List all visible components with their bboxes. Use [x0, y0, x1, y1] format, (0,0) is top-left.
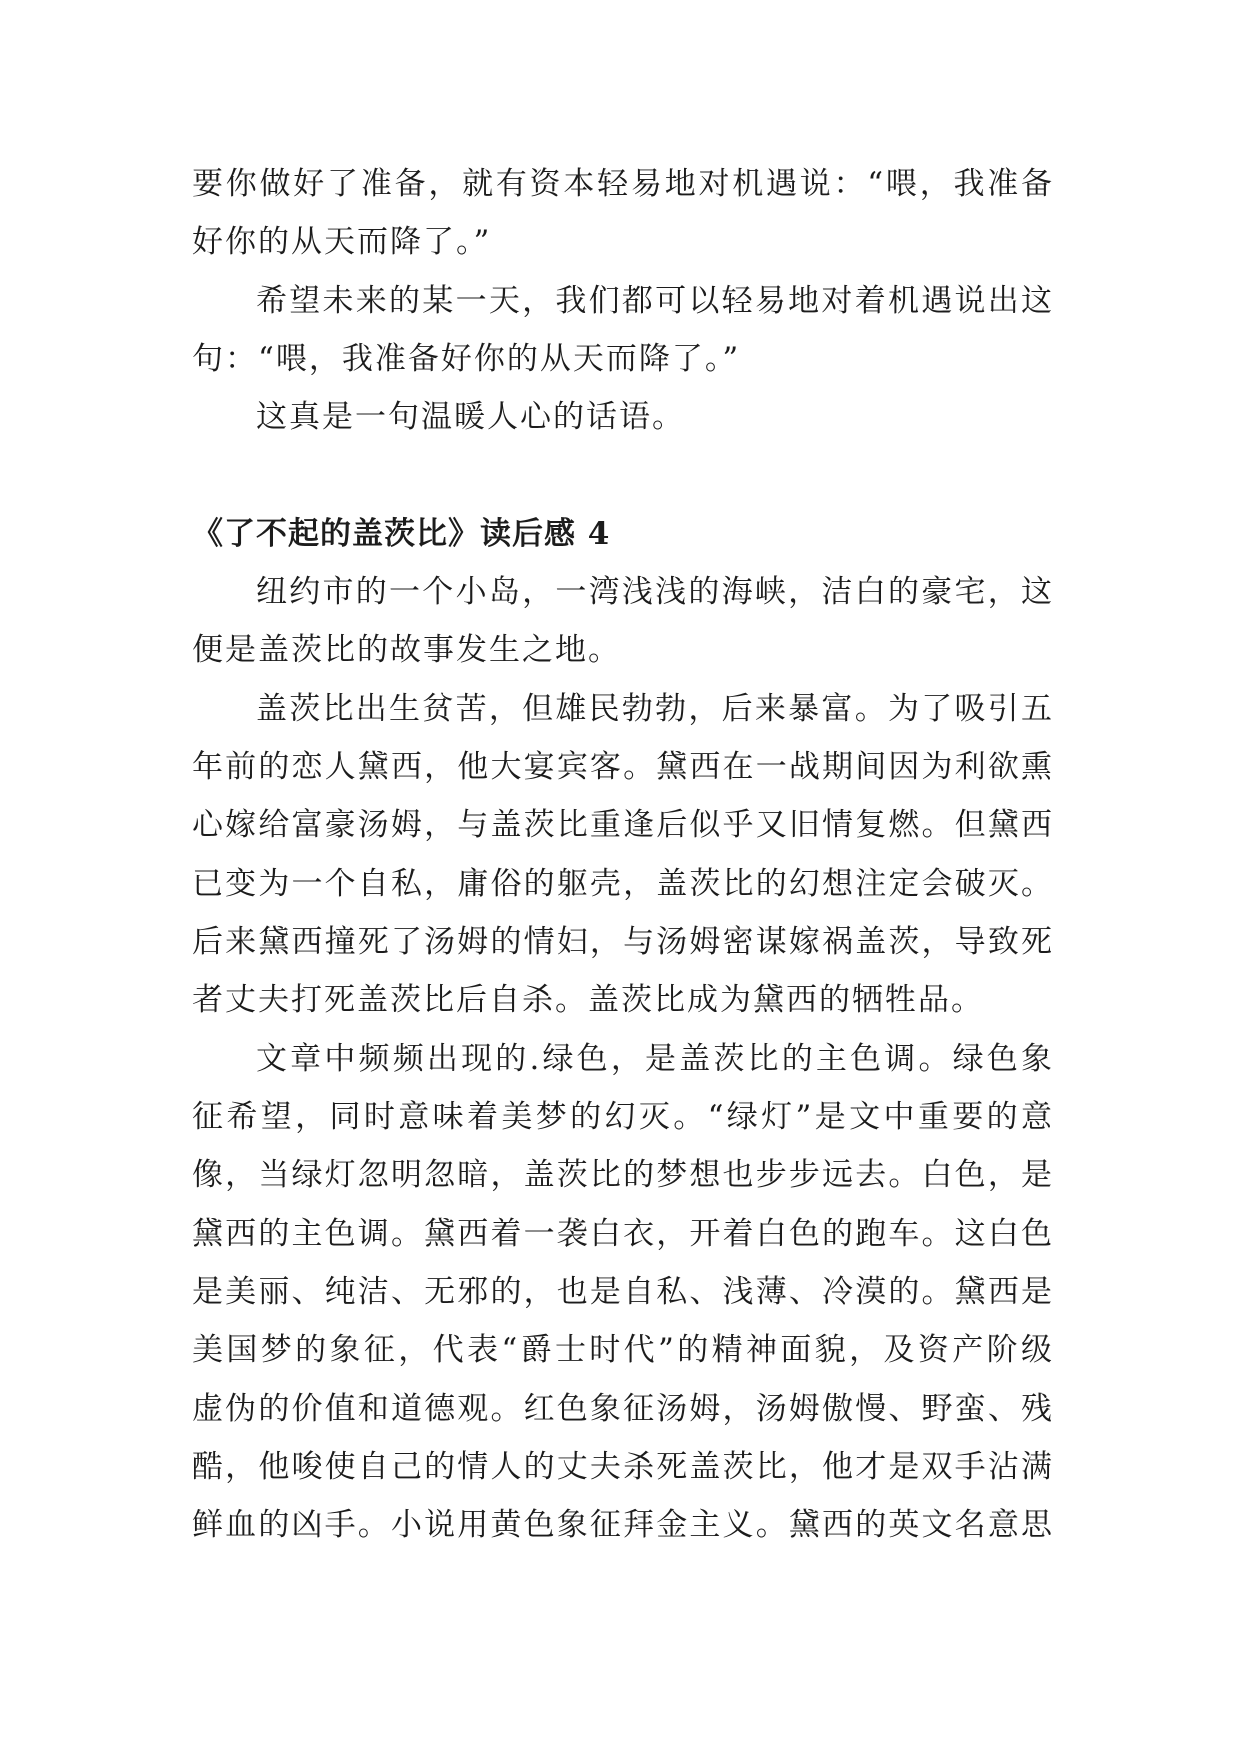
text-line: 酷，他唆使自己的情人的丈夫杀死盖茨比，他才是双手沾满 [192, 1449, 1052, 1485]
text-line: 黛西的主色调。黛西着一袭白衣，开着白色的跑车。这白色 [192, 1216, 1052, 1252]
text-line: 鲜血的凶手。小说用黄色象征拜金主义。黛西的英文名意思 [192, 1507, 1052, 1543]
text-line: 像，当绿灯忽明忽暗，盖茨比的梦想也步步远去。白色，是 [192, 1157, 1052, 1193]
text-line: 纽约市的一个小岛，一湾浅浅的海峡，洁白的豪宅，这 [256, 574, 1052, 610]
text-line: 希望未来的某一天，我们都可以轻易地对着机遇说出这 [256, 283, 1052, 319]
text-line: 虚伪的价值和道德观。红色象征汤姆，汤姆傲慢、野蛮、残 [192, 1391, 1052, 1427]
text-line: 盖茨比出生贫苦，但雄民勃勃，后来暴富。为了吸引五 [256, 691, 1052, 727]
text-line: 这真是一句温暖人心的话语。 [256, 399, 685, 435]
text-line: 是美丽、纯洁、无邪的，也是自私、浅薄、冷漠的。黛西是 [192, 1274, 1052, 1310]
text-line: 已变为一个自私，庸俗的躯壳，盖茨比的幻想注定会破灭。 [192, 866, 1052, 902]
text-line: 要你做好了准备，就有资本轻易地对机遇说：“喂，我准备 [192, 166, 1052, 202]
text-line: 便是盖茨比的故事发生之地。 [192, 632, 621, 668]
text-line: 年前的恋人黛西，他大宴宾客。黛西在一战期间因为利欲熏 [192, 749, 1052, 785]
text-line: 美国梦的象征，代表“爵士时代”的精神面貌，及资产阶级 [192, 1332, 1052, 1368]
text-line: 好你的从天而降了。” [192, 224, 492, 260]
section-title: 《了不起的盖茨比》读后感 4 [192, 516, 611, 552]
text-line: 后来黛西撞死了汤姆的情妇，与汤姆密谋嫁祸盖茨，导致死 [192, 924, 1052, 960]
text-line: 文章中频频出现的.绿色，是盖茨比的主色调。绿色象 [256, 1041, 1052, 1077]
text-line: 者丈夫打死盖茨比后自杀。盖茨比成为黛西的牺牲品。 [192, 982, 984, 1018]
text-line: 心嫁给富豪汤姆，与盖茨比重逢后似乎又旧情复燃。但黛西 [192, 807, 1052, 843]
text-line: 征希望，同时意味着美梦的幻灭。“绿灯”是文中重要的意 [192, 1099, 1052, 1135]
text-line: 句：“喂，我准备好你的从天而降了。” [192, 341, 741, 377]
